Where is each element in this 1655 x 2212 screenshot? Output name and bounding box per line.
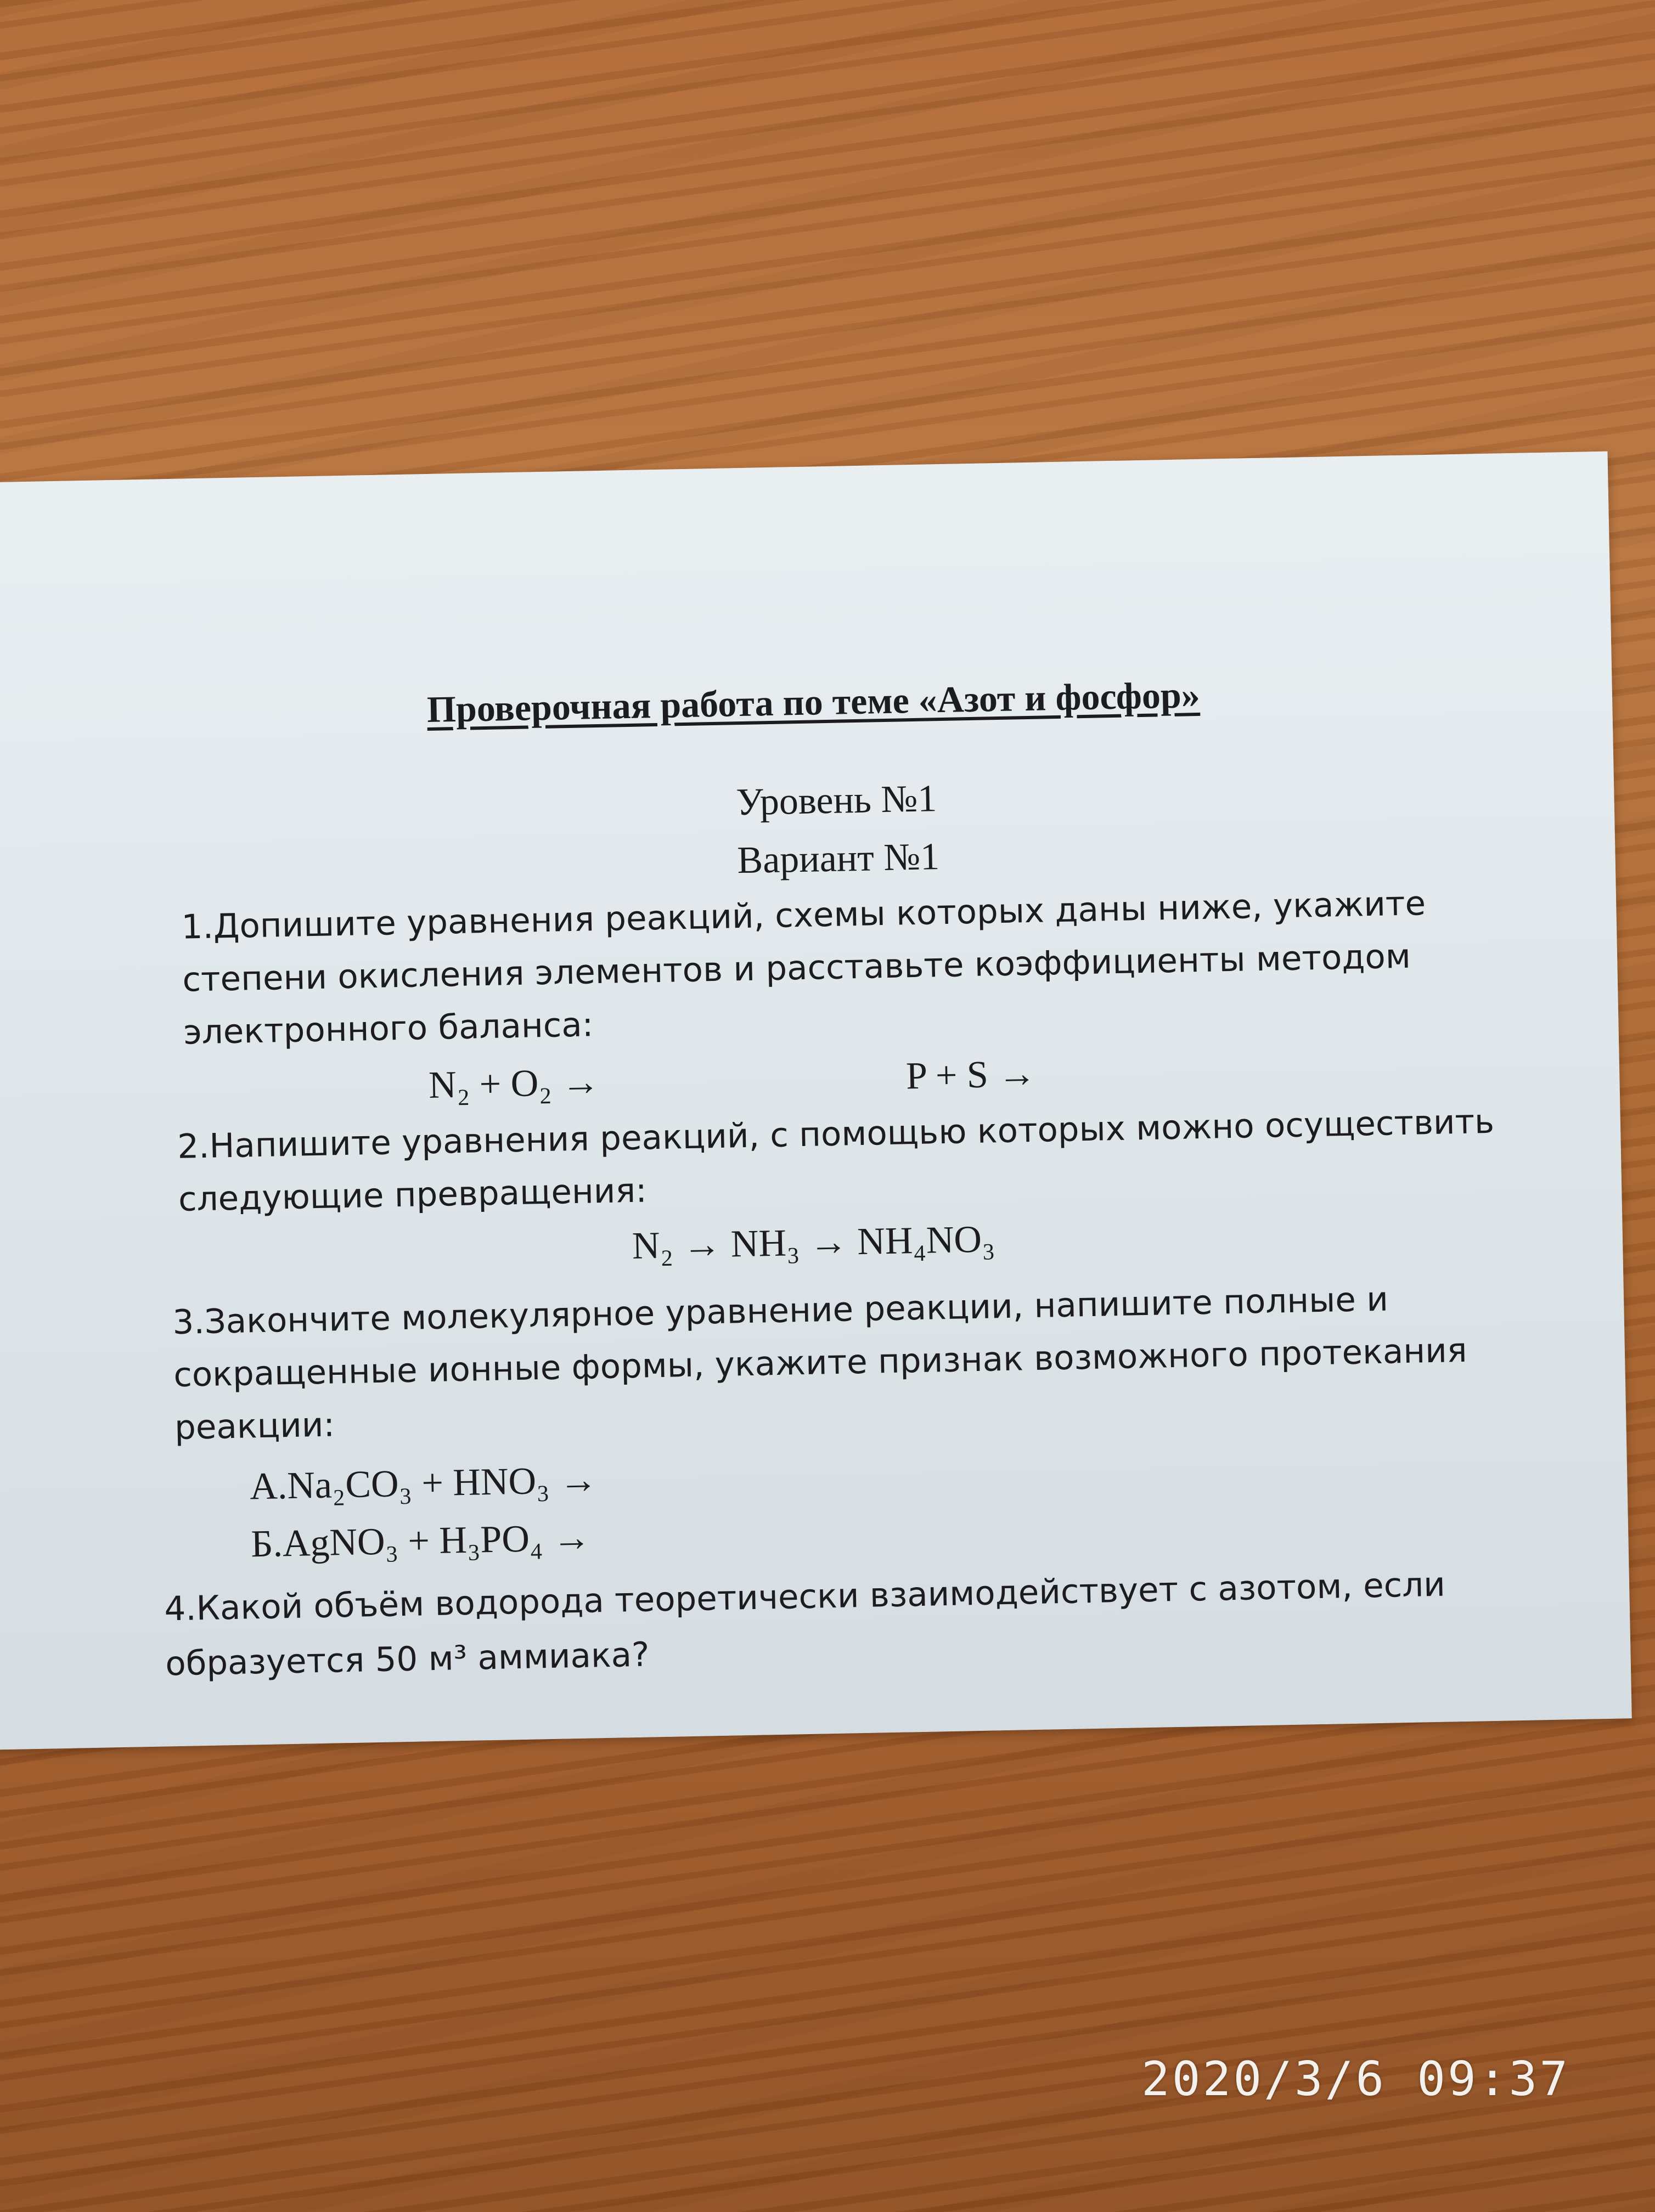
question-4: 4.Какой объём водорода теоретически взаимодействует с азотом, если образуется 50 м³ аммиака? — [164, 1565, 1446, 1684]
level-label: Уровень №1 — [735, 777, 937, 824]
transformation-chain: N₂ → NH₃ → NH₄NO₃ — [632, 1218, 996, 1267]
question-1: 1.Допишите уравнения реакций, схемы которых даны ниже, укажите степени окисления элементов и расставьте коэффициенты методом электронного баланса: — [181, 884, 1426, 1052]
equation-n2-o2: N₂ + O₂ → — [428, 1061, 600, 1107]
equation-b: Б.AgNO₃ + H₃PO₄ → — [250, 1516, 592, 1566]
equation-p-s: P + S → — [905, 1052, 1037, 1098]
photo-timestamp — [1141, 2052, 1570, 2107]
worksheet-title: Проверочная работа по теме «Азот и фосфор» — [426, 673, 1201, 730]
question-2: 2.Напишите уравнения реакций, с помощью которых можно осуществить следующие превращения: — [177, 1102, 1495, 1219]
question-3: 3.Закончите молекулярное уравнение реакции, напишите полные и сокращенные ионные формы, укажите признак возможного протекания реакции: — [172, 1279, 1468, 1448]
equation-a: А.Na₂CO₃ + HNO₃ → — [249, 1459, 598, 1508]
timestamp-date: 2020/3/6 — [1141, 2052, 1387, 2107]
timestamp-time: 09:37 — [1417, 2052, 1570, 2107]
variant-label: Вариант №1 — [736, 836, 940, 882]
worksheet-sheet — [0, 452, 1632, 1750]
